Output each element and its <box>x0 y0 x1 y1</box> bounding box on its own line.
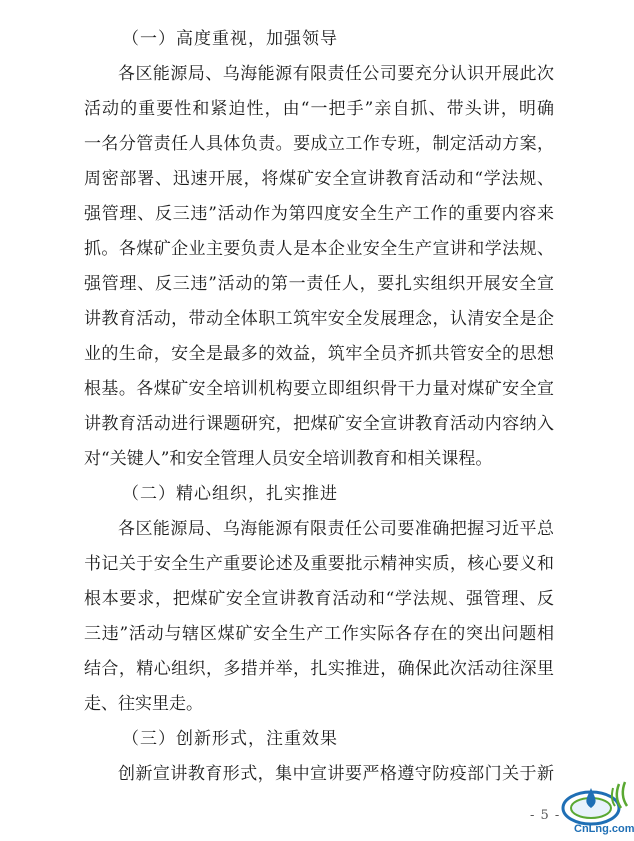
paragraph-line: 抓。各煤矿企业主要负责人是本企业安全生产宣讲和学法规、 <box>84 239 554 259</box>
paragraph-line: 周密部署、迅速开展，将煤矿安全宣讲教育活动和“学法规、 <box>84 169 554 189</box>
paragraph-line: 讲教育活动进行课题研究，把煤矿安全宣讲教育活动内容纳入 <box>84 414 554 434</box>
paragraph-line: 创新宣讲教育形式，集中宣讲要严格遵守防疫部门关于新 <box>118 764 554 784</box>
paragraph-line: 强管理、反三违”活动的第一责任人，要扎实组织开展安全宣 <box>84 274 554 294</box>
paragraph-line: 书记关于安全生产重要论述及重要批示精神实质，核心要义和 <box>84 554 554 574</box>
paragraph-line: 业的生命，安全是最多的效益，筑牢全员齐抓共管安全的思想 <box>84 344 554 364</box>
logo-text: CnLng.com <box>574 823 634 835</box>
paragraph-line: 各区能源局、乌海能源有限责任公司要充分认识开展此次 <box>118 64 554 84</box>
paragraph-line: 活动的重要性和紧迫性，由“一把手”亲自抓、带头讲，明确 <box>84 99 554 119</box>
paragraph-line: 讲教育活动，带动全体职工筑牢安全发展理念，认清安全是企 <box>84 309 554 329</box>
section-heading-3: （三）创新形式，注重效果 <box>122 729 338 749</box>
paragraph-line: 强管理、反三违”活动作为第四度安全生产工作的重要内容来 <box>84 204 554 224</box>
paragraph-line: 三违”活动与辖区煤矿安全生产工作实际各存在的突出问题相 <box>84 624 554 644</box>
section-heading-2: （二）精心组织，扎实推进 <box>122 484 338 504</box>
page-number: - 5 - <box>530 808 561 823</box>
paragraph-line: 对“关键人”和安全管理人员安全培训教育和相关课程。 <box>84 449 493 469</box>
paragraph-line: 结合，精心组织，多措并举，扎实推进，确保此次活动往深里 <box>84 659 554 679</box>
paragraph-line: 一名分管责任人具体负责。要成立工作专班，制定活动方案， <box>84 134 554 154</box>
paragraph-line: 走、往实里走。 <box>84 694 203 714</box>
section-heading-1: （一）高度重视，加强领导 <box>122 29 338 49</box>
paragraph-line: 根本要求，把煤矿安全宣讲教育活动和“学法规、强管理、反 <box>84 589 554 609</box>
paragraph-line: 各区能源局、乌海能源有限责任公司要准确把握习近平总 <box>118 519 554 539</box>
paragraph-line: 根基。各煤矿安全培训机构要立即组织骨干力量对煤矿安全宣 <box>84 379 554 399</box>
